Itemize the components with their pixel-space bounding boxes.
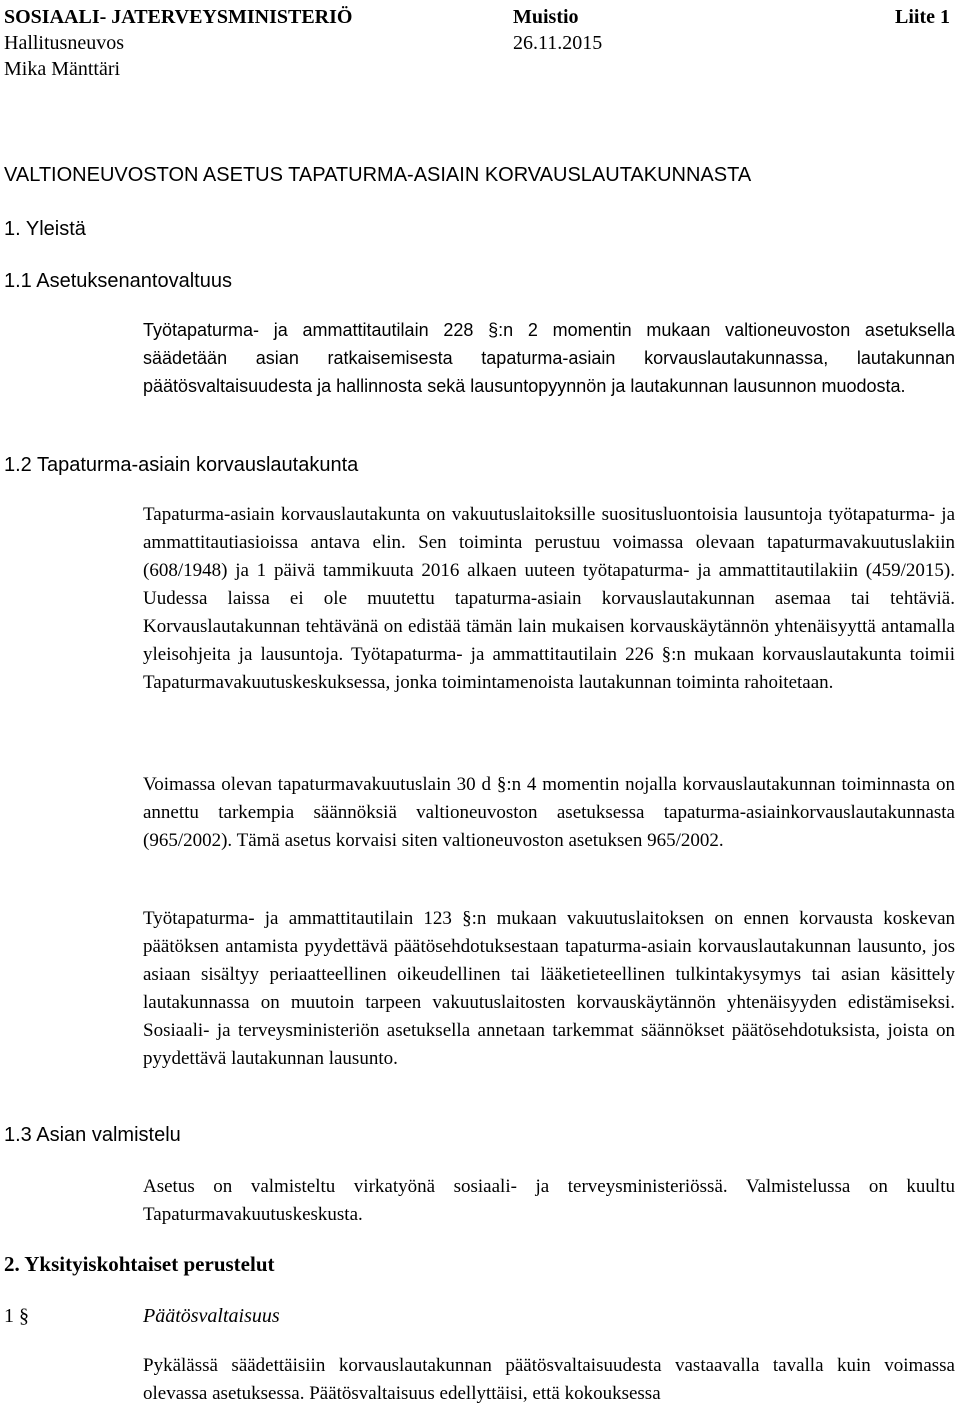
attachment-label: Liite 1 <box>895 6 950 28</box>
author-name: Mika Mänttäri <box>4 58 121 80</box>
section-1-2-paragraph-3: Työtapaturma- ja ammattitautilain 123 §:n mukaan vakuutuslaitoksen on ennen korvausta koskevan päätöksen antamista pyydettävä päätösehdotuksestaan tapaturma-asiain korvauslautakunnan lausunto, jos asiaan sisältyy periaatteellinen oikeudellinen tai lääketieteellinen tulkintakysymys tai asian käsittely lautakunnassa on muutoin tarpeen vakuutuslaitosten korvauskäytännön yhtenäisyyden edistämiseksi. Sosiaali- ja terveysministeriön asetuksella annetaan tarkemmat säännökset päätösehdotuksista, joista on pyydettävä lautakunnan lausunto. <box>143 908 955 1069</box>
section-number: 1 § <box>4 1305 29 1327</box>
section-2-paragraph: Pykälässä säädettäisiin korvauslautakunnan päätösvaltaisuudesta vastaavalla tavalla kuin voimassa olevassa asetuksessa. Päätösvaltaisuus edellyttäisi, että kokouksessa <box>143 1355 955 1404</box>
section-1-1-paragraph: Työtapaturma- ja ammattitautilain 228 §:n 2 momentin mukaan valtioneuvoston asetuksella säädetään asian ratkaisemisesta tapaturma-asiain korvauslautakunnassa, lautakunnan päätösvaltaisuudesta ja hallinnosta sekä lausuntopyynnön ja lautakunnan lausunnon muodosta. <box>143 320 955 396</box>
section-1-3-heading: 1.3 Asian valmistelu <box>4 1124 181 1146</box>
section-1-2-heading: 1.2 Tapaturma-asiain korvauslautakunta <box>4 454 359 476</box>
section-1-2-paragraph-2: Voimassa olevan tapaturmavakuutuslain 30 d §:n 4 momentin nojalla korvauslautakunnan toiminnasta on annettu tarkempia säännöksiä valtioneuvoston asetuksessa tapaturma-asiainkorvauslautakunnasta (965/2002). Tämä asetus korvaisi siten valtioneuvoston asetuksen 965/2002. <box>143 774 955 851</box>
section-1-3-paragraph: Asetus on valmisteltu virkatyönä sosiaali- ja terveysministeriössä. Valmistelussa on kuultu Tapaturmavakuutuskeskusta. <box>143 1176 955 1225</box>
section-1-heading: 1. Yleistä <box>4 218 86 240</box>
section-1-1-heading: 1.1 Asetuksenantovaltuus <box>4 270 232 292</box>
document-title: VALTIONEUVOSTON ASETUS TAPATURMA-ASIAIN KORVAUSLAUTAKUNNASTA <box>4 164 752 186</box>
document-date: 26.11.2015 <box>513 32 603 54</box>
organization-name: SOSIAALI- JATERVEYSMINISTERIÖ <box>4 6 353 28</box>
section-2-heading: 2. Yksityiskohtaiset perustelut <box>4 1252 275 1276</box>
section-title: Päätösvaltaisuus <box>143 1305 280 1327</box>
section-1-2-paragraph-1: Tapaturma-asiain korvauslautakunta on vakuutuslaitoksille suositusluontoisia lausuntoja työtapaturma- ja ammattitautiasioissa antava elin. Sen toiminta perustuu voimassa olevaan tapaturmavakuutuslakiin (608/1948) ja 1 päivä tammikuuta 2016 alkaen uuteen työtapaturma- ja ammattitautilakiin (459/2015). Uudessa laissa ei ole muutettu tapaturma-asiain korvauslautakunnan asemaa tai tehtäviä. Korvauslautakunnan tehtävänä on edistää tämän lain mukaisen korvauskäytännön yhtenäisyyttä antamalla yleisohjeita ja lausuntoja. Työtapaturma- ja ammattitautilain 226 §:n mukaan korvauslautakunta toimii Tapaturmavakuutuskeskuksessa, jonka toimintamenoista lautakunnan toiminta rahoitetaan. <box>143 504 955 693</box>
author-title: Hallitusneuvos <box>4 32 124 54</box>
document-type: Muistio <box>513 6 579 28</box>
